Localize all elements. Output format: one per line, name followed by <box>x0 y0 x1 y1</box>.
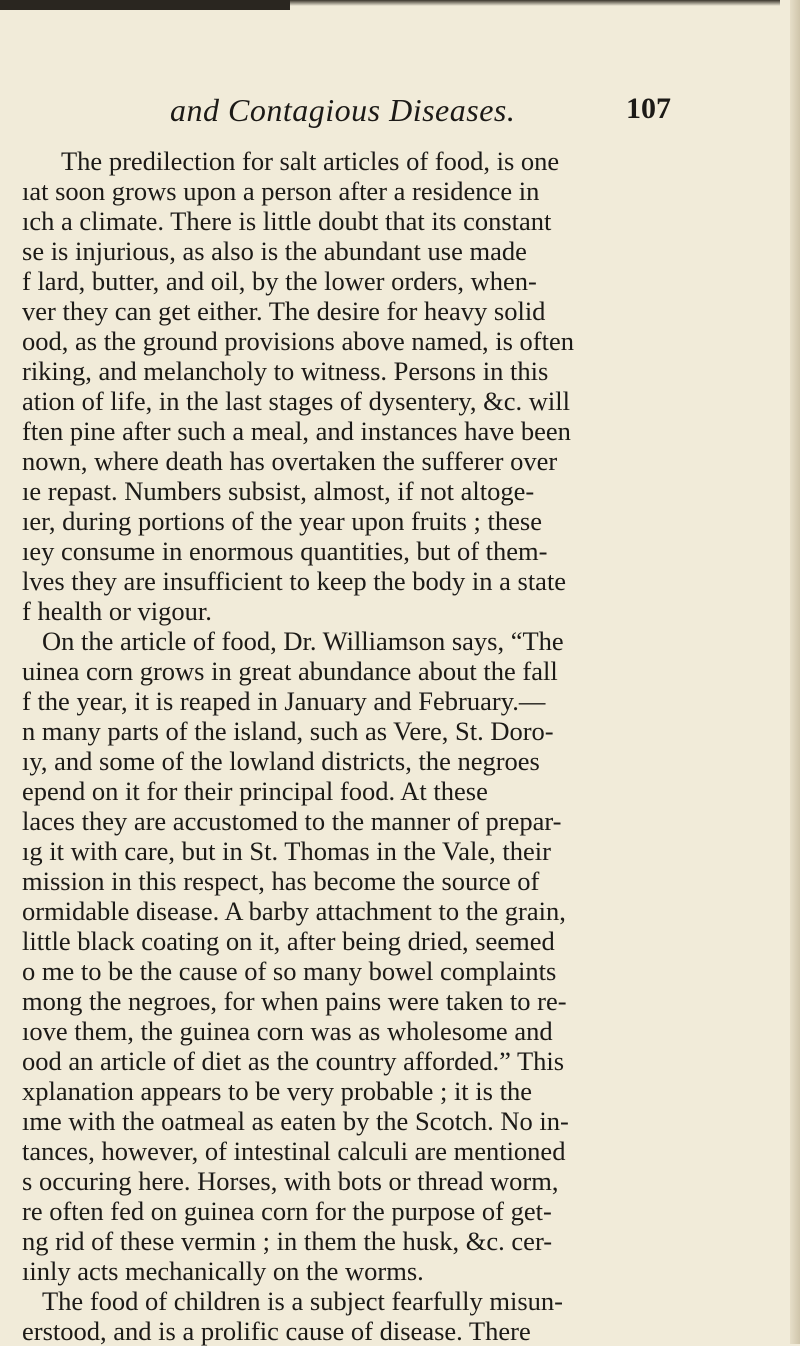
text-line: ng rid of these vermin ; in them the husk, &c. cer- <box>22 1226 553 1256</box>
text-line: xplanation appears to be very probable ; it is the <box>22 1076 532 1106</box>
page-top-edge <box>0 0 780 6</box>
text-line: n many parts of the island, such as Vere, St. Doro- <box>22 716 554 746</box>
running-title: and Contagious Diseases. <box>170 92 516 128</box>
text-line: ıe repast. Numbers subsist, almost, if not altoge- <box>22 476 535 506</box>
text-line: lves they are insufficient to keep the body in a state <box>22 566 567 596</box>
text-line: ood, as the ground provisions above named, is often <box>22 326 574 356</box>
text-line: epend on it for their principal food. At these <box>22 776 488 806</box>
text-line: uinea corn grows in great abundance about the fall <box>22 656 558 686</box>
text-line: ıey consume in enormous quantities, but of them- <box>22 536 548 566</box>
text-line: ood an article of diet as the country afforded.” This <box>22 1046 565 1076</box>
text-line: ormidable disease. A barby attachment to the grain, <box>22 896 566 926</box>
text-line: erstood, and is a prolific cause of disease. There <box>22 1316 531 1346</box>
text-line: The food of children is a subject fearfully misun- <box>42 1286 564 1316</box>
text-line: ıove them, the guinea corn was as wholesome and <box>22 1016 553 1046</box>
page-gutter-shadow <box>790 0 800 1344</box>
text-line: little black coating on it, after being dried, seemed <box>22 926 555 956</box>
text-line: ver they can get either. The desire for heavy solid <box>22 296 546 326</box>
text-line: tances, however, of intestinal calculi are mentioned <box>22 1136 566 1166</box>
text-line: re often fed on guinea corn for the purpose of get- <box>22 1196 552 1226</box>
text-line: ıy, and some of the lowland districts, the negroes <box>22 746 540 776</box>
text-line: ıg it with care, but in St. Thomas in the Vale, their <box>22 836 551 866</box>
text-line: ıme with the oatmeal as eaten by the Scotch. No in- <box>22 1106 569 1136</box>
text-line: ften pine after such a meal, and instances have been <box>22 416 571 446</box>
text-line: f health or vigour. <box>22 596 212 626</box>
text-line: o me to be the cause of so many bowel complaints <box>22 956 557 986</box>
text-line: The predilection for salt articles of food, is one <box>61 146 560 176</box>
page-number: 107 <box>626 92 671 125</box>
text-line: ation of life, in the last stages of dysentery, &c. will <box>22 386 571 416</box>
text-line: f lard, butter, and oil, by the lower orders, when- <box>22 266 537 296</box>
text-line: ıat soon grows upon a person after a residence in <box>22 176 540 206</box>
text-line: riking, and melancholy to witness. Persons in this <box>22 356 549 386</box>
text-line: ıer, during portions of the year upon fruits ; these <box>22 506 542 536</box>
text-line: se is injurious, as also is the abundant use made <box>22 236 527 266</box>
text-line: mission in this respect, has become the source of <box>22 866 540 896</box>
running-header <box>170 92 710 132</box>
text-line: nown, where death has overtaken the sufferer over <box>22 446 558 476</box>
text-line: laces they are accustomed to the manner of prepar- <box>22 806 562 836</box>
text-line: ıinly acts mechanically on the worms. <box>22 1256 424 1286</box>
text-line: f the year, it is reaped in January and February.— <box>22 686 546 716</box>
text-line: s occuring here. Horses, with bots or thread worm, <box>22 1166 559 1196</box>
text-line: ıch a climate. There is little doubt that its constant <box>22 206 552 236</box>
text-line: On the article of food, Dr. Williamson says, “The <box>42 626 564 656</box>
text-line: mong the negroes, for when pains were taken to re- <box>22 986 567 1016</box>
